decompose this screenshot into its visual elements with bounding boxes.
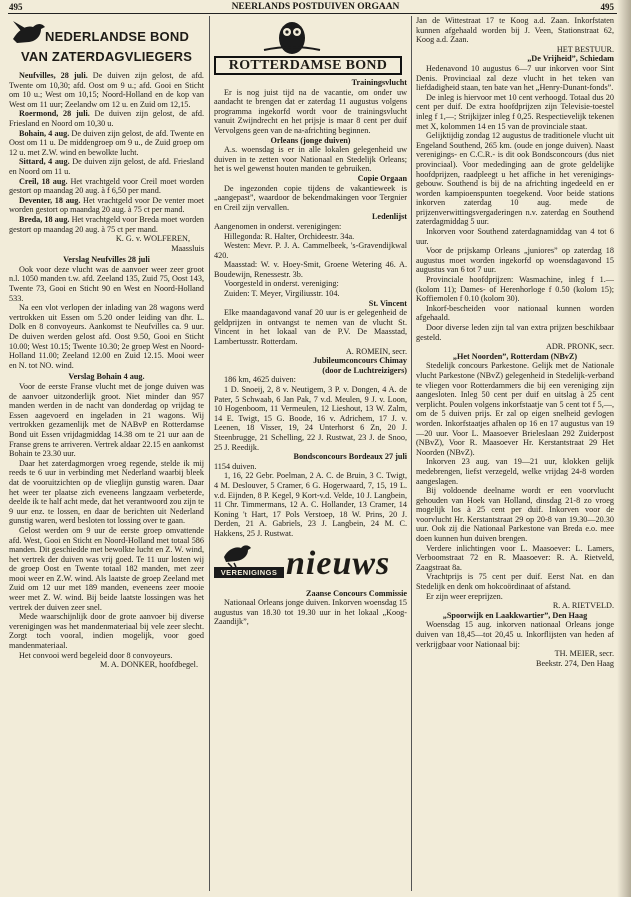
paragraph: Hedenavond 10 augustus 6—7 uur inkorven voor Sint Denis. Provinciaal zal deze vlucht in het teken van liefdadigheid staan, ten bate van het „Henry-Dunant-fonds”.	[416, 63, 614, 93]
signature: ADR. PRONK, secr.	[545, 342, 614, 352]
paragraph: Verdere inlichtingen voor L. Maasoever: L. Lamers, Verboomstraat 72 en R. Maasoever: R. A. Rietveld, Zaagstraat 8a.	[416, 543, 614, 572]
signature: HET BESTUUR.	[556, 44, 614, 54]
paragraph: Voor de eerste Franse vlucht met de jonge duiven was de aanvoer uitzonderlijk groot. Niet minder dan 957 manden werden in de nacht van donderdag op vrijdag te Essen aagevoerd en ingeladen in 21 wagons. Wij vertrokken gezamenlijk met de NABvP en Rotterdamse Bond uit Essen vrijdagmiddag 14.38 om te 21 uur aan de Franse grens te arriveren. Vertrek aldaar 22.15 en aankomst Bohain te 23.30 uur.	[9, 382, 204, 459]
section-heading: Orleans (jonge duiven)	[270, 135, 351, 145]
paragraph: De ingezonden copie tijdens de vakantieweek is „aangepast”, waardoor de bekendmakingen voor Tergnier en Creil zijn vervallen.	[214, 183, 407, 212]
paragraph: Roermond, 28 juli. De duiven zijn gelost, de afd. Friesland en Noord om 10,30 u.	[9, 109, 204, 128]
signature: M. A. DONKER, hoofdbegel.	[99, 660, 198, 670]
section-heading: Ledenlijst	[371, 212, 407, 222]
paragraph: Inkorven voor Southend zaterdagnamiddag van 4 tot 6 uur.	[416, 227, 614, 246]
column-divider	[209, 16, 210, 891]
announcements	[9, 71, 204, 234]
paragraph: Woensdag 15 aug. inkorven nationaal Orleans jonge duiven van 18,45—tot 20,45 u. Inkorflijsten van heden af verkrijgbaar voor Nationaal bij:	[416, 620, 614, 649]
section-heading: Verslag Neufvilles 28 juli	[63, 255, 150, 265]
section-heading: St. Vincent	[368, 298, 407, 308]
logo-text: ROTTERDAMSE BOND	[214, 56, 402, 75]
pigeon-icon	[222, 541, 252, 567]
club-noorden-news	[416, 361, 614, 601]
column-divider	[411, 16, 412, 891]
paragraph: De inleg is hiervoor met 10 cent verhoogd. Totaal dus 20 cent per duif. De extra hoofdprijzen zijn Televisie-toestel inleg f 1,—; Strijkijzer inleg f 0,25. Respectievelijk tekenen met X, kolommen 14 en 15 van de provinciale staat.	[416, 92, 614, 131]
report-bohain	[9, 382, 204, 660]
column-middle	[214, 16, 407, 627]
paragraph: Bohain, 4 aug. De duiven zijn gelost, de afd. Twente en Oost om 11 u. De middengroep om 9 u., de Zuid groep om 12 u. met Z.W. wind en bewolkte lucht.	[9, 128, 204, 157]
paragraph: Er zijn weer ereprijzen.	[426, 591, 503, 601]
paragraph: A.s. woensdag is er in alle lokalen gelegenheid uw duiven in te zetten voor Nationaal en Stedelijk Orleans; het is wel gewenst houten manden te gebruiken.	[214, 145, 407, 174]
pigeon-icon	[11, 19, 47, 49]
paragraph: Vrachtprijs is 75 cent per duif. Eerst Nat. en dan Stedelijk en denk om hokcoördinaat of afstand.	[416, 572, 614, 592]
header-rule	[8, 13, 617, 14]
page-number-left: 495	[9, 2, 23, 12]
club-vrijheid-news	[416, 64, 614, 342]
signature: A. ROMEIN, secr.	[345, 346, 407, 356]
logo-small-text: VERENIGINGS	[214, 567, 284, 578]
page-number-right: 495	[600, 2, 614, 12]
paragraph: Nationaal Orleans jonge duiven. Inkorven woensdag 15 augustus van 18.30 tot 19.30 uur in het lokaal „Koog-Zaandijk”,	[214, 598, 407, 627]
logo-text-line2: VAN ZATERDAGVLIEGERS	[21, 49, 193, 64]
section-heading: Jubileumconcours Chimay	[313, 356, 407, 366]
member-entry: Westen: Mevr. P. J. A. Cammelbeek, 's-Gravendijkwal 420.	[214, 241, 407, 260]
report-neufvilles	[9, 265, 204, 371]
paragraph: Jan de Wittestraat 17 te Koog a.d. Zaan. Inkorfstaten kunnen afgehaald worden bij J. Veen, Stationstraat 62, Koog a.d. Zaan.	[416, 16, 614, 45]
paragraph: Mede waarschijnlijk door de grote aanvoer bij diverse verenigingen was het mandenmateriaal bij vele zeer slecht. Zorgt toch vooral, indien mogelijk, voor goed mandenmateriaal.	[9, 612, 204, 651]
paragraph: 1154 duiven.	[214, 461, 257, 471]
paragraph: Stedelijk concours Parkestone. Gelijk met de Nationale vlucht Parkestone (NBvZ) gelegenheid in Stedelijk-verband te vliegen voor Rotterdammers die bij een vereniging zijn aangesloten. Inleg 50 cent per duif en uitslag à 25 cent verplicht. Poulen volgens inkorfstaatje van 5 cent tot f 5,—, om de 5 duiven prijs. Er zal op eigen snelheid gevlogen worden. Inkorfstaatjes afhalen op 16 en 17 augustus van 19—20 uur. Voor L. Maasoever Brieleslaan 292 Zuiderpost (NBvZ), Voor R. Maasoever Hr. Kerstantstraat 29 Het Noorden (NBvZ).	[416, 361, 614, 457]
paragraph: Door diverse leden zijn tal van extra prijzen beschikbaar gesteld.	[416, 323, 614, 342]
section-heading: Copie Orgaan	[357, 173, 407, 183]
masthead-title: NEERLANDS POSTDUIVEN ORGAAN	[231, 2, 400, 12]
column-left	[9, 16, 204, 670]
paragraph: Er is nog juist tijd na de vacantie, om onder uw aandacht te brengen dat er zaterdag 11 augustus volgens programma ingekorfd wordt voor de trainingsvlucht vanuit Zwijndrecht en het prijsje is maar 8 cent per duif Vervolgens geen van de na-africhting beginnen.	[214, 87, 407, 135]
paragraph: Provinciale hoofdprijzen: Wasmachine, inleg f 1.— (kolom 11); Dames- of Herenhorloge f 0.50 (kolom 15); Koffiemolen f 0.10 (kolom 30).	[416, 275, 614, 304]
paragraph: Bij voldoende deelname wordt er een voorvlucht gehouden van Hoek van Holland, dinsdag 21-8 zo vroeg mogelijk los à 25 cent per duif. Inkorven voor de voorvlucht Hr. Kerstantstraat 29 op 20-8 van 19.30—20.30 uur. Ook zij die Nationaal Parkestone van Breda e.o. mee doen kunnen hun duiven brengen.	[416, 486, 614, 544]
results-list: 1, 16, 22 Gebr. Poelman, 2 A. C. de Bruin, 3 C. Twigt, 4 M. Deslouver, 5 Cramer, 6 G. Hogerwaard, 7, 15, 19 L. v.d. Eijnden, 8 P. Kegel, 9 Kort-v.d. Velde, 10 J. Langbein, 11 Chr. Timmermans, 12 A. C. Hollander, 13 Cramer, 14 Koning 't Hart, 17 Pols Verstoep, 18 W. Prins, 20 J. Derden, 21 A. Gabriels, 23 J. Langbein, 24 M. C. Hakkens, 25 J. Rustwat.	[214, 471, 407, 538]
section-heading: „Spoorwijk en Laakkwartier”, Den Haag	[442, 610, 588, 620]
signature-address: Beekstr. 274, Den Haag	[536, 658, 614, 668]
paragraph: Na een vlot verlopen der inlading van 28 wagons werd vertrokken uit Essen om 5.20 onder leiding van dhr. L. Dolk en 8 convoyeurs. Aankomst te Neufvilles ca. 9 uur. De duiven werden gelost afd. Oost 9.50, Gooi en Sticht 10.00; West 10.15; Twente 10.30; 2e groep West en Noord-Holland 11.00; Zeeland 12.00 en Zuid 12.15. Mooi weer en N. tot NO. wind.	[9, 303, 204, 370]
paragraph: Elke maandagavond vanaf 20 uur is er gelegenheid de geldprijzen in ontvangst te nemen van de vlucht St. Vincent in het lokaal van de P.V. De Maasstad, Lambertusstr. Rotterdam.	[214, 308, 407, 347]
rotterdamse-bond-logo	[214, 16, 407, 78]
member-entry: Maasstad: W. v. Hoey-Smit, Groene Wetering 46. A. Boudewijn, Renessestr. 3b.	[214, 260, 407, 279]
paragraph: Ook voor deze vlucht was de aanvoer weer zeer groot n.l. 1050 manden t.w. afd. Zeeland 135, Zuid 75, Oost 143, Twente 73, Gooi en Sticht 90 en West en Noord-Holland 533.	[9, 264, 204, 303]
paragraph: Breda, 18 aug. Het vrachtgeld voor Breda moet worden gestort op maandag 20 aug. à 75 ct per mand.	[9, 214, 204, 234]
paragraph: Gelost werden om 9 uur de eerste groep omvattende afd. West, Gooi en Sticht en Noord-Holland met totaal 586 manden. Dit geschiedde met bewolkte lucht en Z. W. wind, het vertrek der duiven was vrij goed. Te 11 uur losten wij de groep Oost en Twente totaal 182 manden, met zeer mooi weer en Z.W. wind. Als laatste de groep Zeeland met Zuid om 12 uur met 189 manden, eveneens zeer mooie weer met Z. W. wind. Bij beide laatste lossingen was het vertrek der duiven zeer snel.	[9, 525, 204, 612]
paragraph: Aangenomen in onderst. verenigingen:	[214, 221, 342, 231]
paragraph: Inkorven 23 aug. van 19—21 uur, klokken gelijk medebrengen, liefst verzegeld, welke vrijdag 24-8 worden aangeslagen.	[416, 457, 614, 486]
section-heading: Verslag Bohain 4 aug.	[68, 372, 145, 382]
paragraph: Voorgesteld in onderst. vereniging:	[224, 279, 339, 289]
section-heading: „Het Noorden”, Rotterdam (NBvZ)	[452, 351, 578, 361]
logo-text-line1: NEDERLANDSE BOND	[45, 29, 190, 44]
section-heading: „De Vrijheid”, Schiedam	[527, 54, 614, 64]
section-heading: Bondsconcours Bordeaux 27 juli	[293, 452, 407, 462]
paragraph: Daar het zaterdagmorgen vroeg regende, stelde ik mij reeds te 6 uur in verbinding met Nederland waarbij bleek dat de vooruitzichten op de vlieglijn gunstig waren. Daar het weer ter plaatse zich eveneens langzaam verbeterde, deelde ik te half acht mede, dat het verantwoord zou zijn te 9 uur enz. te lossen, en daar de berichten uit Nederland gunstig waren, werd besloten tot lossing over te gaan.	[9, 458, 204, 526]
column-right	[416, 16, 614, 668]
paragraph: Creil, 18 aug. Het vrachtgeld voor Creil moet worden gestort op maandag 20 aug. à f 6,50 per mand.	[9, 176, 204, 196]
owl-icon	[262, 16, 322, 56]
signature: R. A. RIETVELD.	[552, 601, 614, 611]
paragraph: Deventer, 18 aug. Het vrachtgeld voor De venter moet worden gestort op maandag 20 aug. à 75 ct per mand.	[9, 195, 205, 215]
results-list: 1 D. Snoeij, 2, 8 v. Neutigem, 3 P. v. Dongen, 4 A. de Pater, 5 Schwaab, 6 Jan Pak, 7 v.d. Meulen, 9 J. v. Loon, 10 Hogenboom, 11 Vermeulen, 12 Lieshout, 13 W. Zalm, 14 E. Twigt, 15 G. Boode, 16 v. Adrichem, 17 J. v. Leenen, 18 Visser, 19, 24 Unterhorst 6 Zn, 20 J. Steenbrugge, 21 Schelling, 22 J. Rustwat, 23 J. de Snoo, 25 J. Reedijk.	[214, 385, 407, 452]
section-heading: (door de Luchtreizigers)	[322, 365, 407, 375]
paragraph: 186 km, 4625 duiven:	[224, 375, 296, 385]
signature: K. G. v. WOLFEREN,	[115, 234, 190, 244]
section-heading: Trainingsvlucht	[351, 78, 407, 87]
logo-big-text: nieuws	[286, 544, 391, 582]
section-heading: Zaanse Concours Commissie	[306, 588, 407, 598]
member-entry: Hillegonda: R. Halter, Orchideestr. 34a.	[224, 231, 355, 241]
signature: TH. MEIER, secr.	[554, 649, 614, 659]
paragraph: Inkorf-bescheiden voor nationaal kunnen worden afgehaald.	[416, 303, 614, 323]
member-entry: Zuiden: T. Meyer, Virgiliusstr. 104.	[224, 289, 340, 299]
paragraph: Gelijktijdig zondag 12 augustus de traditionele vlucht uit Engeland Southend, 265 km. (oude en jonge duiven). Naast verenigings- en C.C.R.- is dit ook Bondsconcours (dus niet provinciaal). Voor mededinging aan de grote geldelijke hoofdprijzen, raadpleegt u het affiche in het verenigings-gebouw. Southend is bij de na africhting ingedeeld en er worden kampioenspunten toegekend. Voor beide stations inkorven zaterdag 10 aug. mede de prijzenverwittingsvergaderingen n.v. zaterdag en Southend zaterdagmiddag 5 uur.	[416, 131, 614, 227]
paragraph: Sittard, 4 aug. De duiven zijn gelost, de afd. Friesland en Noord om 11 u.	[9, 157, 204, 176]
signature-place: Maassluis	[171, 243, 204, 253]
paragraph: Het convooi werd begeleid door 8 convoyeurs.	[19, 650, 173, 660]
verenigingsnieuws-logo	[214, 541, 407, 589]
paragraph: Neufvilles, 28 juli. De duiven zijn gelost, de afd. Twente om 10,30; afd. Oost om 9 u.; afd. Gooi en Sticht om 10 u.; West om 10,15; Noord-Holland en de kop van West om 11 uur; Zeelandw om 12 u. en Zuid om 12,15.	[9, 71, 204, 109]
nbvz-logo	[9, 19, 204, 71]
paragraph: Voor de prijskamp Orleans „juniores” op zaterdag 18 augustus moet worden ingekorfd op woensdagavond 15 augustus van 6 tot 7 uur.	[416, 246, 614, 275]
